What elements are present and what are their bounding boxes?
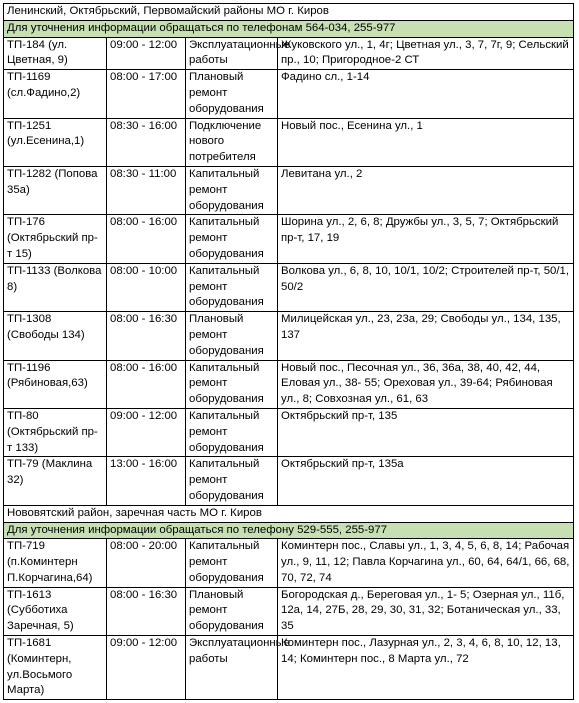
work-type-cell: Капитальный ремонт оборудования — [186, 457, 278, 505]
substation-cell: ТП-719 (п.Коминтерн П.Корчагина,64) — [4, 539, 107, 587]
time-cell: 08:00 - 16:30 — [107, 312, 186, 360]
time-cell: 09:00 - 12:00 — [107, 636, 186, 700]
addresses-cell: Октябрьский пр-т, 135а — [278, 457, 574, 505]
substation-cell: ТП-1681 (Коминтерн, ул.Восьмого Марта) — [4, 636, 107, 700]
table-row — [4, 539, 574, 587]
substation-cell: ТП-176 (Октябрьский пр-т 15) — [4, 215, 107, 263]
time-cell: 08:00 - 20:00 — [107, 539, 186, 587]
work-type-cell: Плановый ремонт оборудования — [186, 70, 278, 118]
addresses-cell: Шорина ул., 2, 6, 8; Дружбы ул., 3, 5, 7; Октябрьский пр-т, 17, 19 — [278, 215, 574, 263]
addresses-cell: Новый пос., Есенина ул., 1 — [278, 118, 574, 166]
work-type-cell: Плановый ремонт оборудования — [186, 312, 278, 360]
work-type-cell: Подключение нового потребителя — [186, 118, 278, 166]
table-row — [4, 457, 574, 505]
table-row — [4, 263, 574, 311]
table-row — [4, 312, 574, 360]
section-title: Ленинский, Октябрьский, Первомайский районы МО г. Киров — [4, 4, 574, 21]
outage-table — [3, 3, 574, 700]
substation-cell: ТП-184 (ул. Цветная, 9) — [4, 37, 107, 70]
work-type-cell: Капитальный ремонт оборудования — [186, 263, 278, 311]
time-cell: 08:30 - 11:00 — [107, 166, 186, 214]
work-type-cell: Капитальный ремонт оборудования — [186, 408, 278, 456]
table-row — [4, 587, 574, 635]
time-cell: 13:00 - 16:00 — [107, 457, 186, 505]
outage-schedule — [3, 3, 573, 700]
substation-cell: ТП-79 (Маклина 32) — [4, 457, 107, 505]
time-cell: 09:00 - 12:00 — [107, 408, 186, 456]
substation-cell: ТП-1251 (ул.Есенина,1) — [4, 118, 107, 166]
time-cell: 08:30 - 16:00 — [107, 118, 186, 166]
substation-cell: ТП-1308 (Свободы 134) — [4, 312, 107, 360]
addresses-cell: Новый пос., Песочная ул., 36, 36а, 38, 40, 42, 44, Еловая ул., 38- 55; Ореховая ул., 39-64; Рябиновая ул., 8; Совхозная ул., 61, 63 — [278, 360, 574, 408]
substation-cell: ТП-1613 (Субботиха Заречная, 5) — [4, 587, 107, 635]
time-cell: 08:00 - 10:00 — [107, 263, 186, 311]
section-contact: Для уточнения информации обращаться по телефону 529-555, 255-977 — [4, 522, 574, 539]
work-type-cell: Эксплуатационные работы — [186, 636, 278, 700]
substation-cell: ТП-1196 (Рябиновая,63) — [4, 360, 107, 408]
time-cell: 09:00 - 12:00 — [107, 37, 186, 70]
addresses-cell: Богородская д., Береговая ул., 1- 5; Озерная ул., 11б, 12а, 14, 27Б, 28, 29, 30, 31, 32; Ботаническая ул., 33, 35 — [278, 587, 574, 635]
section-contact: Для уточнения информации обращаться по телефонам 564-034, 255-977 — [4, 20, 574, 37]
time-cell: 08:00 - 16:00 — [107, 215, 186, 263]
addresses-cell: Милицейская ул., 23, 23а, 29; Свободы ул., 134, 135, 137 — [278, 312, 574, 360]
addresses-cell: Коминтерн пос., Лазурная ул., 2, 3, 4, 6, 8, 10, 12, 13, 14; Коминтерн пос., 8 Марта ул., 72 — [278, 636, 574, 700]
substation-cell: ТП-1282 (Попова 35а) — [4, 166, 107, 214]
substation-cell: ТП-1169 (сл.Фадино,2) — [4, 70, 107, 118]
time-cell: 08:00 - 16:30 — [107, 587, 186, 635]
table-row — [4, 215, 574, 263]
work-type-cell: Эксплуатационные работы — [186, 37, 278, 70]
addresses-cell: Жуковского ул., 1, 4г; Цветная ул., 3, 7, 7г, 9; Сельский пр., 10; Пригородное-2 СТ — [278, 37, 574, 70]
substation-cell: ТП-80 (Октябрьский пр-т 133) — [4, 408, 107, 456]
addresses-cell: Волкова ул., 6, 8, 10, 10/1, 10/2; Строителей пр-т, 50/1, 50/2 — [278, 263, 574, 311]
table-row — [4, 118, 574, 166]
addresses-cell: Фадино сл., 1-14 — [278, 70, 574, 118]
section-contact-row — [4, 522, 574, 539]
section-contact-row — [4, 20, 574, 37]
table-row — [4, 636, 574, 700]
substation-cell: ТП-1133 (Волкова 8) — [4, 263, 107, 311]
section-title-row — [4, 4, 574, 21]
table-row — [4, 408, 574, 456]
section-title-row — [4, 505, 574, 522]
addresses-cell: Коминтерн пос., Славы ул., 1, 3, 4, 5, 6, 8, 14; Рабочая ул., 9, 11, 12; Павла Корчагина ул., 60, 64, 64/1, 66, 68, 70, 72, 74 — [278, 539, 574, 587]
work-type-cell: Капитальный ремонт оборудования — [186, 539, 278, 587]
work-type-cell: Плановый ремонт оборудования — [186, 587, 278, 635]
table-row — [4, 166, 574, 214]
time-cell: 08:00 - 16:00 — [107, 360, 186, 408]
work-type-cell: Капитальный ремонт оборудования — [186, 360, 278, 408]
work-type-cell: Капитальный ремонт оборудования — [186, 215, 278, 263]
outage-table-body — [4, 4, 574, 700]
table-row — [4, 70, 574, 118]
time-cell: 08:00 - 17:00 — [107, 70, 186, 118]
work-type-cell: Капитальный ремонт оборудования — [186, 166, 278, 214]
addresses-cell: Левитана ул., 2 — [278, 166, 574, 214]
table-row — [4, 360, 574, 408]
addresses-cell: Октябрьский пр-т, 135 — [278, 408, 574, 456]
table-row — [4, 37, 574, 70]
section-title: Нововятский район, заречная часть МО г. Киров — [4, 505, 574, 522]
